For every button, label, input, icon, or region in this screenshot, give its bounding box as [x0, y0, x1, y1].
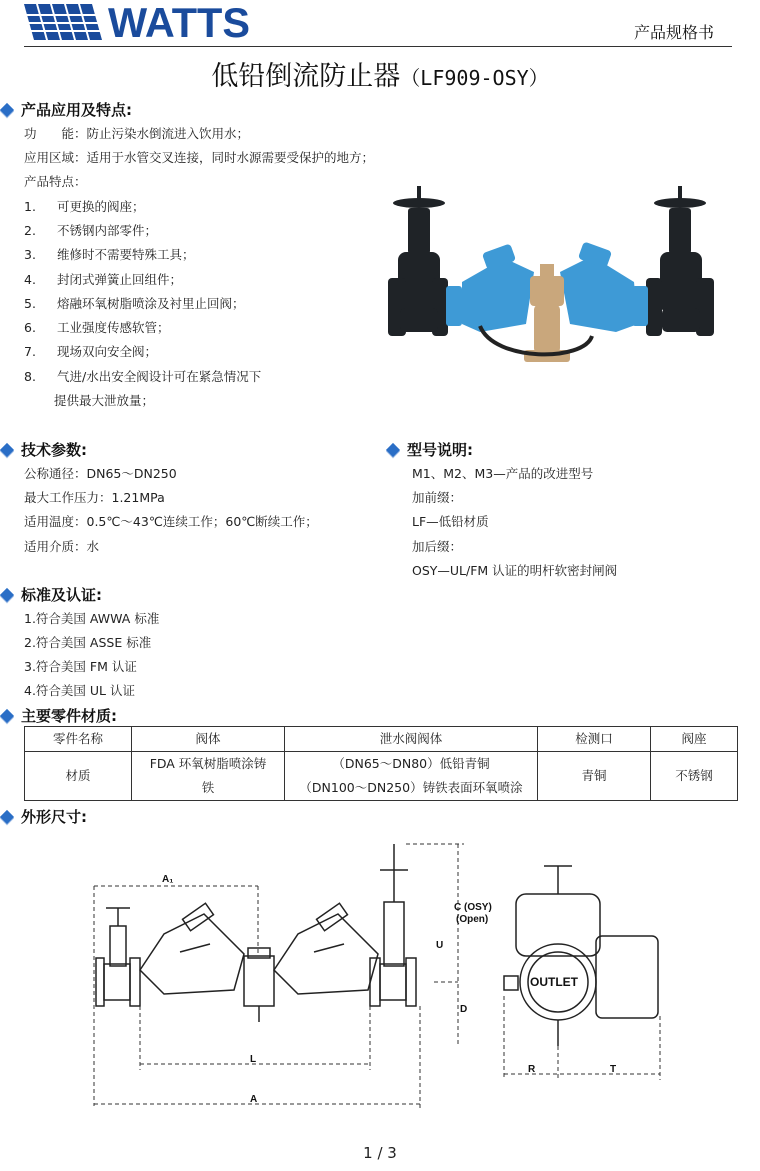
feature-item: 7. 现场双向安全阀； — [24, 344, 158, 359]
section-model-heading: 型号说明: — [386, 439, 473, 460]
section-tech-heading: 技术参数: — [0, 439, 87, 460]
standard-line: 4.符合美国 UL 认证 — [24, 683, 135, 698]
table-cell: 不锈钢 — [651, 752, 738, 801]
feature-item: 6. 工业强度传感软管； — [24, 320, 170, 335]
svg-text:(Open): (Open) — [456, 914, 489, 925]
function-line: 功 能：防止污染水倒流进入饮用水； — [24, 126, 250, 141]
feature-item: 4. 封闭式弹簧止回组件； — [24, 272, 183, 287]
materials-table — [24, 726, 738, 801]
table-cell: 青铜 — [538, 752, 651, 801]
diamond-bullet-icon — [0, 809, 14, 823]
product-photo — [384, 186, 720, 364]
section-dimensions-heading: 外形尺寸: — [0, 806, 87, 827]
tech-line: 公称通径：DN65～DN250 — [24, 466, 177, 481]
dimension-drawing — [84, 836, 674, 1116]
model-line: M1、M2、M3—产品的改进型号 — [412, 466, 594, 481]
feature-item: 2. 不锈钢内部零件； — [24, 223, 158, 238]
standard-line: 2.符合美国 ASSE 标准 — [24, 635, 152, 650]
table-row — [25, 752, 738, 801]
svg-text:L: L — [250, 1054, 257, 1065]
table-header-cell: 阀体 — [132, 727, 285, 752]
table-cell: （DN65～DN80）低铅青铜 （DN100～DN250）铸铁表面环氧喷涂 — [285, 752, 538, 801]
table-header-cell: 泄水阀阀体 — [285, 727, 538, 752]
tech-line: 适用温度：0.5℃～43℃连续工作；60℃断续工作； — [24, 514, 318, 529]
feature-item: 8. 气进/水出安全阀设计可在紧急情况下 — [24, 369, 262, 384]
table-header-row — [25, 727, 738, 752]
features-label: 产品特点： — [24, 174, 87, 189]
svg-text:A₁: A₁ — [162, 874, 174, 885]
table-header-cell: 零件名称 — [25, 727, 132, 752]
table-header-cell: 阀座 — [651, 727, 738, 752]
tech-line: 适用介质：水 — [24, 539, 100, 554]
svg-text:T: T — [610, 1064, 617, 1075]
diamond-bullet-icon — [0, 587, 14, 601]
section-standards-heading: 标准及认证: — [0, 584, 102, 605]
feature-item: 3. 维修时不需要特殊工具； — [24, 247, 195, 262]
doc-type-label: 产品规格书 — [634, 23, 715, 42]
page-number: 1 / 3 — [363, 1144, 397, 1162]
standard-line: 1.符合美国 AWWA 标准 — [24, 611, 160, 626]
model-line: 加前缀： — [412, 490, 463, 505]
svg-text:R: R — [528, 1064, 536, 1075]
model-line: LF—低铅材质 — [412, 514, 489, 529]
svg-text:D: D — [460, 1004, 468, 1015]
table-header-cell: 检测口 — [538, 727, 651, 752]
section-application-heading: 产品应用及特点: — [0, 99, 132, 120]
svg-text:C (OSY): C (OSY) — [454, 902, 492, 913]
title-model: （LF909-OSY） — [400, 66, 549, 90]
model-line: 加后缀： — [412, 539, 463, 554]
page-title — [0, 54, 760, 93]
svg-text:A: A — [250, 1094, 258, 1105]
table-cell: FDA 环氧树脂喷涂铸 铁 — [132, 752, 285, 801]
feature-item: 1. 可更换的阀座； — [24, 199, 145, 214]
title-main: 低铅倒流防止器 — [211, 61, 401, 92]
section-materials-heading: 主要零件材质: — [0, 705, 117, 726]
area-line: 应用区域：适用于水管交叉连接，同时水源需要受保护的地方； — [24, 150, 375, 165]
diamond-bullet-icon — [0, 442, 14, 456]
svg-text:OUTLET: OUTLET — [530, 975, 578, 989]
header-divider — [24, 46, 732, 47]
table-cell: 材质 — [25, 752, 132, 801]
diamond-bullet-icon — [0, 708, 14, 722]
model-line: OSY—UL/FM 认证的明杆软密封闸阀 — [412, 563, 618, 578]
svg-text:U: U — [436, 940, 444, 951]
watts-logo — [24, 2, 254, 42]
feature-item-continuation: 提供最大泄放量； — [54, 393, 155, 408]
diamond-bullet-icon — [0, 102, 14, 116]
feature-item: 5. 熔融环氧树脂喷涂及衬里止回阀； — [24, 296, 245, 311]
svg-text:WATTS: WATTS — [108, 2, 250, 42]
diamond-bullet-icon — [386, 442, 400, 456]
tech-line: 最大工作压力：1.21MPa — [24, 490, 165, 505]
standard-line: 3.符合美国 FM 认证 — [24, 659, 137, 674]
